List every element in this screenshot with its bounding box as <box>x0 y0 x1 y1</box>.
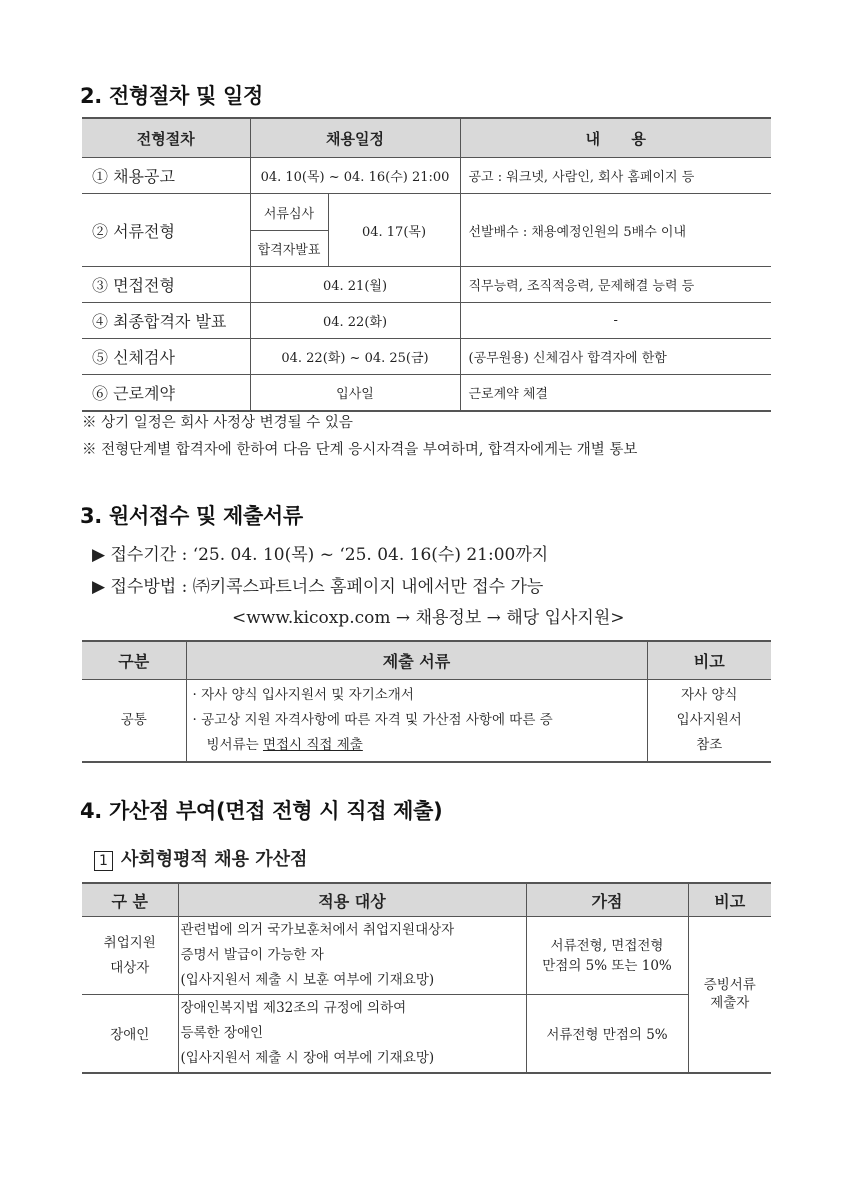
step-cell: ⑤ 신체검사 <box>82 339 250 375</box>
content-cell: (공무원용) 신체검사 합격자에 한함 <box>460 339 771 375</box>
points-cell <box>526 917 688 995</box>
header-points: 가점 <box>526 883 688 917</box>
step-cell: ① 채용공고 <box>82 158 250 194</box>
section4-title: 4. 가산점 부여(면접 전형 시 직접 제출) <box>80 799 443 823</box>
bonus-points-table <box>82 882 771 1074</box>
category-cell: 장애인 <box>82 995 178 1073</box>
section2-title: 2. 전형절차 및 일정 <box>80 84 263 108</box>
header-documents: 제출 서류 <box>186 641 647 680</box>
content-cell: 직무능력, 조직적응력, 문제해결 능력 등 <box>460 267 771 303</box>
table-row <box>82 303 771 339</box>
content-cell: - <box>460 303 771 339</box>
table-header-row <box>82 118 771 158</box>
target-cell <box>178 995 526 1073</box>
table-header-row <box>82 641 771 680</box>
date-cell: 입사일 <box>250 375 460 411</box>
step-cell: ⑥ 근로계약 <box>82 375 250 411</box>
step-cell: ② 서류전형 <box>82 194 250 267</box>
date-cell: 04. 22(화) <box>250 303 460 339</box>
header-remark: 비고 <box>688 883 771 917</box>
target-text: 증명서 발급이 가능한 자 <box>180 947 324 963</box>
table-row <box>82 158 771 194</box>
date-cell: 04. 10(목) ~ 04. 16(수) 21:00 <box>250 158 460 194</box>
sub-step-cell: 합격자발표 <box>250 231 328 267</box>
header-step: 전형절차 <box>82 118 250 158</box>
header-category: 구 분 <box>82 883 178 917</box>
section4-subtitle <box>94 845 307 871</box>
content-cell: 공고 : 워크넷, 사람인, 회사 홈페이지 등 <box>460 158 771 194</box>
step-cell: ③ 면접전형 <box>82 267 250 303</box>
target-text: (입사지원서 제출 시 장애 여부에 기재요망) <box>180 1049 435 1066</box>
category-cell: 공통 <box>82 680 186 762</box>
table-row <box>82 267 771 303</box>
content-cell: 근로계약 체결 <box>460 375 771 411</box>
sub-step-cell: 서류심사 <box>250 194 328 231</box>
remark-cell <box>647 680 771 762</box>
table-row <box>82 995 771 1073</box>
points-text: 만점의 5% 또는 10% <box>542 957 672 974</box>
target-text: 장애인복지법 제32조의 규정에 의하여 <box>180 999 407 1016</box>
schedule-note: ※ 전형단계별 합격자에 한하여 다음 단계 응시자격을 부여하며, 합격자에게는 개별 통보 <box>82 442 638 458</box>
remark-text: 자사 양식 <box>681 686 738 703</box>
header-remark: 비고 <box>647 641 771 680</box>
table-header-row <box>82 883 771 917</box>
category-cell <box>82 917 178 995</box>
remark-text: 제출자 <box>710 995 750 1012</box>
document-item: · 공고상 지원 자격사항에 따른 자격 및 가산점 사항에 따른 증 <box>192 711 553 728</box>
application-method: ▶ 접수방법 : ㈜키콕스파트너스 홈페이지 내에서만 접수 가능 <box>92 577 544 597</box>
table-row <box>82 194 771 231</box>
date-cell: 04. 17(목) <box>328 194 460 267</box>
remark-text: 참조 <box>696 736 723 753</box>
table-row <box>82 339 771 375</box>
remark-text: 입사지원서 <box>676 711 742 728</box>
remark-cell <box>688 917 771 1073</box>
documents-cell <box>186 680 647 762</box>
step-cell: ④ 최종합격자 발표 <box>82 303 250 339</box>
points-cell: 서류전형 만점의 5% <box>526 995 688 1073</box>
target-cell <box>178 917 526 995</box>
header-target: 적용 대상 <box>178 883 526 917</box>
underlined-note: 면접시 직접 제출 <box>262 736 363 753</box>
document-item-continued <box>193 733 643 758</box>
table-row <box>82 680 771 762</box>
document-note: 빙서류는 <box>206 736 263 753</box>
category-text: 대상자 <box>110 959 150 976</box>
target-text: 관련법에 의거 국가보훈처에서 취업지원대상자 <box>180 922 455 938</box>
schedule-note: ※ 상기 일정은 회사 사정상 변경될 수 있음 <box>82 415 353 431</box>
table-row <box>82 375 771 411</box>
category-text: 취업지원 <box>103 934 156 951</box>
subtitle-text: 사회형평적 채용 가산점 <box>121 849 308 870</box>
content-cell: 선발배수 : 채용예정인원의 5배수 이내 <box>460 194 771 267</box>
document-item: · 자사 양식 입사지원서 및 자기소개서 <box>192 686 414 703</box>
remark-text: 증빙서류 <box>703 977 756 994</box>
table-row <box>82 917 771 995</box>
documents-table <box>82 640 771 763</box>
application-url-path: <www.kicoxp.com → 채용정보 → 해당 입사지원> <box>232 608 625 628</box>
schedule-table <box>82 117 771 412</box>
application-period: ▶ 접수기간 : ‘25. 04. 10(목) ~ ‘25. 04. 16(수) 21:00까지 <box>92 545 549 565</box>
target-text: (입사지원서 제출 시 보훈 여부에 기재요망) <box>180 972 435 988</box>
header-category: 구분 <box>82 641 186 680</box>
header-content: 내 용 <box>460 118 771 158</box>
date-cell: 04. 21(월) <box>250 267 460 303</box>
header-date: 채용일정 <box>250 118 460 158</box>
points-text: 서류전형, 면접전형 <box>550 937 664 954</box>
date-cell: 04. 22(화) ~ 04. 25(금) <box>250 339 460 375</box>
target-text: 등록한 장애인 <box>180 1024 264 1041</box>
section3-title: 3. 원서접수 및 제출서류 <box>80 504 303 528</box>
boxed-number: 1 <box>94 851 113 871</box>
